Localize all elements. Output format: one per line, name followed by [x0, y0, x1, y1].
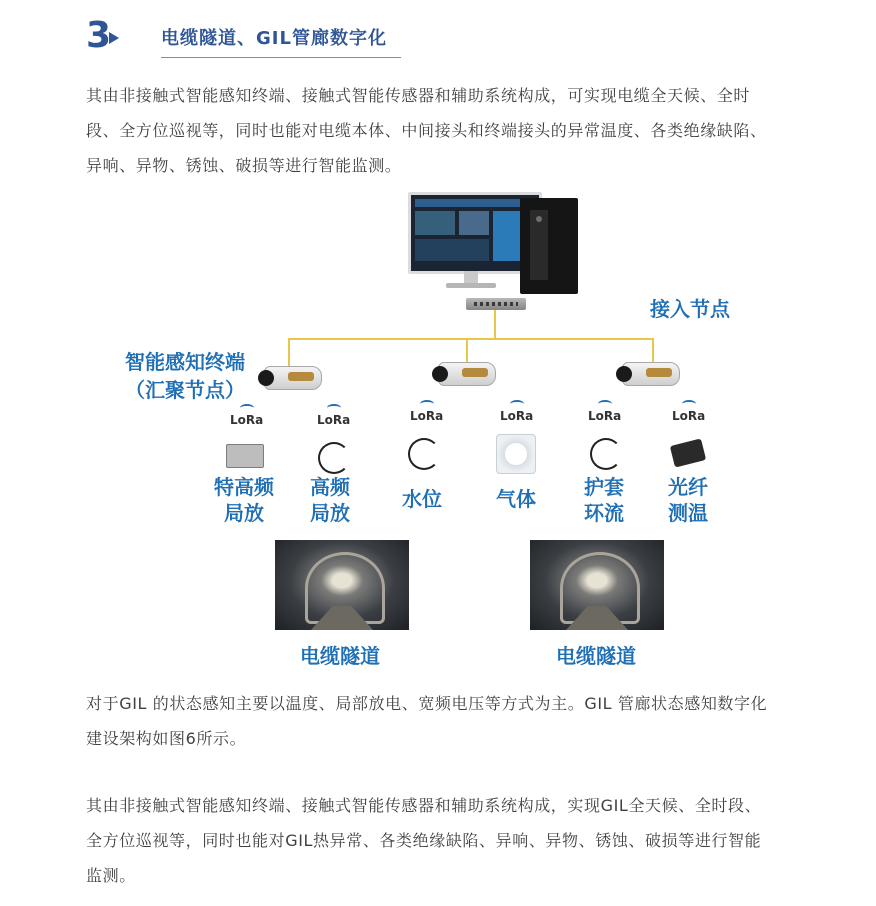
lora-badge: LoRa: [672, 400, 705, 423]
sensor-name: 水位: [402, 487, 442, 511]
triangle-arrow-icon: [109, 32, 119, 44]
terminal-label-line2: （汇聚节点）: [125, 378, 245, 402]
terminal-label-line1: 智能感知终端: [125, 350, 245, 374]
access-node-label: 接入节点: [650, 297, 730, 321]
section-number: 3: [86, 15, 112, 56]
sensor-name: 气体: [496, 487, 536, 511]
probe-sensor-icon: [318, 442, 350, 474]
tunnel-label: 电缆隧道: [300, 644, 380, 668]
monitor-base: [446, 283, 496, 288]
bus-drop-left: [288, 338, 290, 368]
architecture-diagram: [0, 180, 876, 680]
tunnel-photo: [275, 540, 409, 630]
water-level-probe-icon: [408, 438, 440, 470]
camera-terminal-icon: [258, 366, 322, 390]
sensor-name: 光纤 测温: [668, 475, 708, 525]
wireless-icon: [682, 400, 696, 408]
bus-line-horizontal: [288, 338, 654, 340]
tunnel-photo: [530, 540, 664, 630]
lora-badge: LoRa: [317, 404, 350, 427]
paragraph-gil-composition: 其由非接触式智能感知终端、接触式智能传感器和辅助系统构成，实现GIL全天候、全时段、全方位巡视等，同时也能对GIL热异常、各类绝缘缺陷、异响、异物、锈蚀、破损等进行智能监测。: [86, 796, 762, 885]
clamp-sensor-icon: [590, 438, 622, 470]
gas-detector-icon: [496, 434, 536, 474]
partial-discharge-box-icon: [226, 444, 264, 468]
bus-drop-right: [652, 338, 654, 364]
lora-badge: LoRa: [588, 400, 621, 423]
wireless-icon: [240, 404, 254, 412]
tunnel-label: 电缆隧道: [556, 644, 636, 668]
lora-badge: LoRa: [230, 404, 263, 427]
fiber-sensor-icon: [672, 442, 704, 464]
wireless-icon: [327, 404, 341, 412]
title-underline: [161, 57, 401, 58]
paragraph-gil-status: 对于GIL 的状态感知主要以温度、局部放电、宽频电压等方式为主。GIL 管廊状态感知数字化建设架构如图6所示。: [86, 694, 768, 748]
lora-badge: LoRa: [500, 400, 533, 423]
bus-line-vertical: [494, 310, 496, 340]
wireless-icon: [598, 400, 612, 408]
sensor-name: 高频 局放: [310, 475, 350, 525]
section-title: 电缆隧道、GIL管廊数字化: [161, 28, 387, 49]
paragraph-intro: 其由非接触式智能感知终端、接触式智能传感器和辅助系统构成，可实现电缆全天候、全时段、全方位巡视等，同时也能对电缆本体、中间接头和终端接头的异常温度、各类绝缘缺陷、异响、异物、锈蚀、破损等进行智能监测。: [86, 86, 767, 175]
section-heading: [86, 14, 406, 58]
lora-badge: LoRa: [410, 400, 443, 423]
computer-tower-icon: [520, 198, 578, 294]
wireless-icon: [510, 400, 524, 408]
camera-terminal-icon: [616, 362, 680, 386]
sensor-name: 护套 环流: [584, 475, 624, 525]
bus-drop-middle: [466, 338, 468, 364]
camera-terminal-icon: [432, 362, 496, 386]
monitor-stand: [464, 271, 478, 283]
terminal-label: [118, 348, 252, 404]
wireless-icon: [420, 400, 434, 408]
sensor-name: 特高频 局放: [214, 475, 274, 525]
